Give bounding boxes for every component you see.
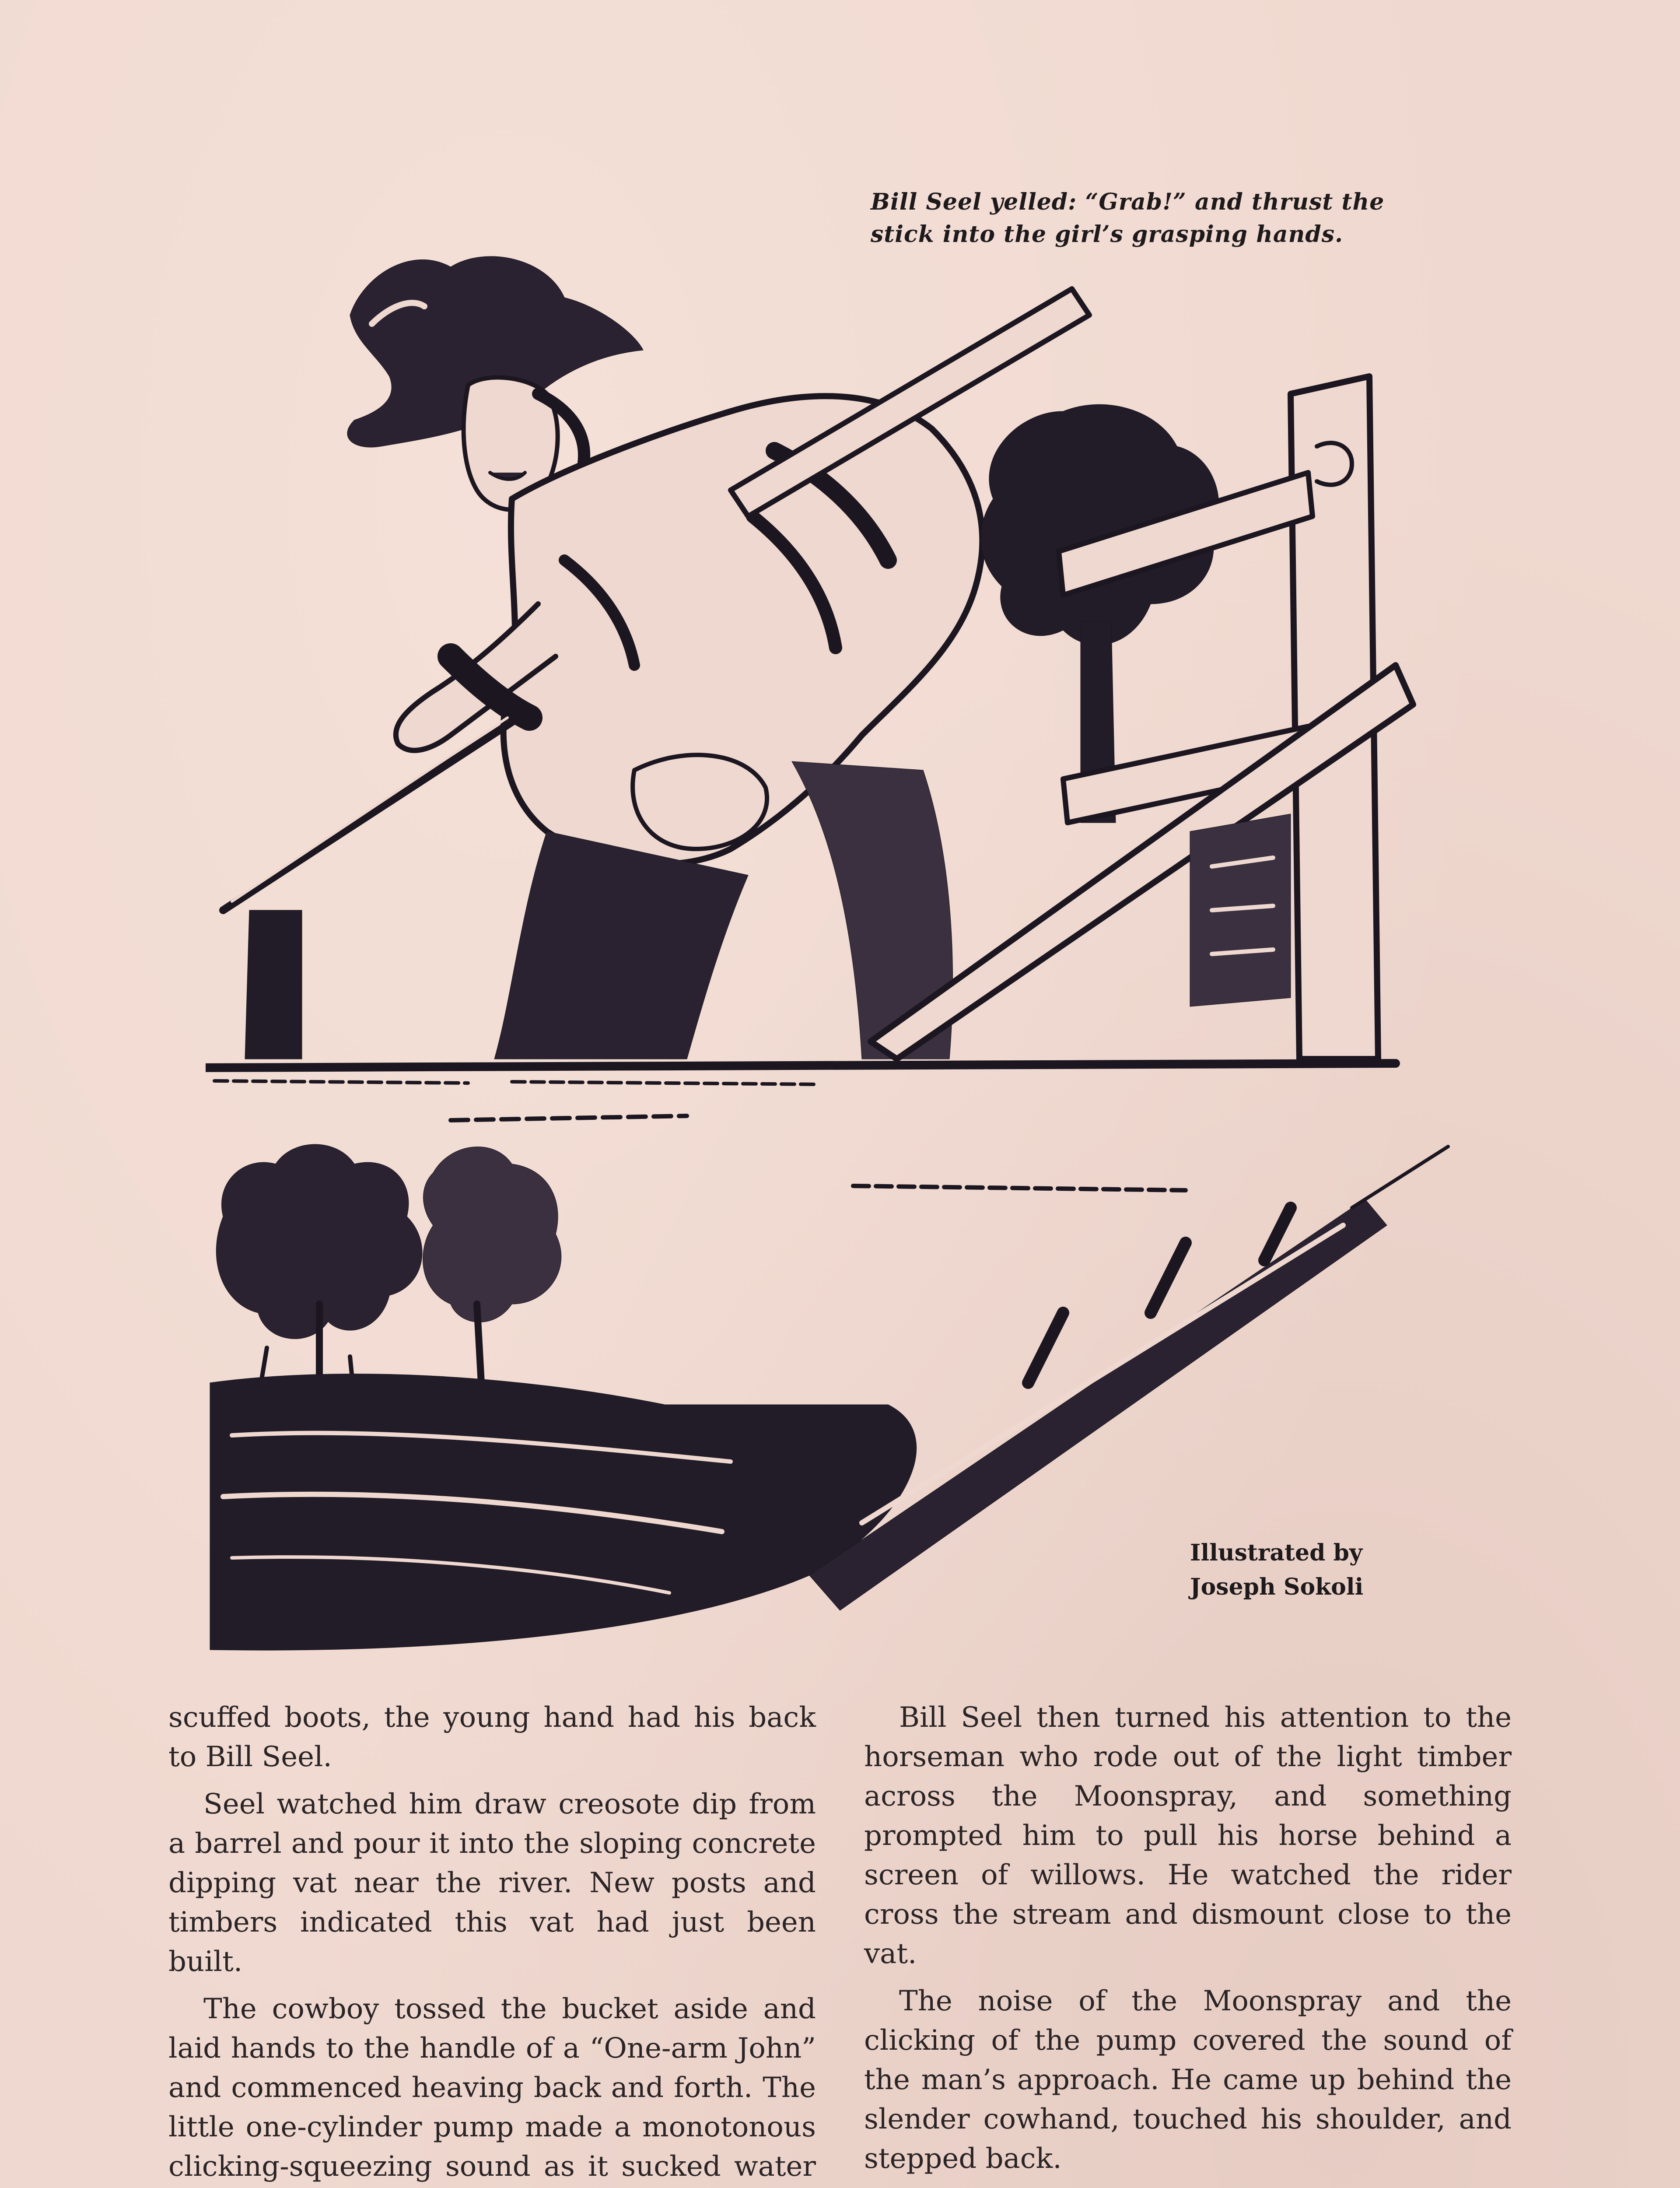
illustrator-credit [1190,1536,1418,1604]
left-column [168,1698,816,2188]
paragraph: Seel watched him draw creosote dip from a barrel and pour it into the sloping concrete dipping vat near the river. New posts and timbers indicated this vat had just been built. [168,1788,816,1978]
credit-label: Illustrated by [1190,1539,1363,1566]
paragraph: The noise of the Moonspray and the clicking of the pump covered the sound of the man’s approach. He came up behind the slender cowhand, touched his shoulder, and stepped back. [864,1985,1512,2175]
paragraph: scuffed boots, the young hand had his back to Bill Seel. [168,1701,816,1773]
story-illustration [206,166,1518,1654]
credit-name: Joseph Sokoli [1190,1574,1364,1600]
right-column [864,1698,1512,2188]
paragraph: Bill Seel then turned his attention to the horseman who rode out of the light timber across the Moonspray, and something prompted him to pull his horse behind a screen of willows. He watched the rider cross the stream and dismount close to the vat. [864,1701,1512,1970]
story-text [168,1698,1512,2188]
paragraph: The cowboy tossed the bucket aside and laid hands to the handle of a “One-arm John” and commenced heaving back and forth. The little one-cylinder pump made a monotonous clicking-squeezing sound as it sucked water [168,1993,816,2183]
paragraph [864,2186,1512,2188]
illustration-caption: Bill Seel yelled: “Grab!” and thrust the stick into the girl’s grasping hands. [871,189,1385,248]
